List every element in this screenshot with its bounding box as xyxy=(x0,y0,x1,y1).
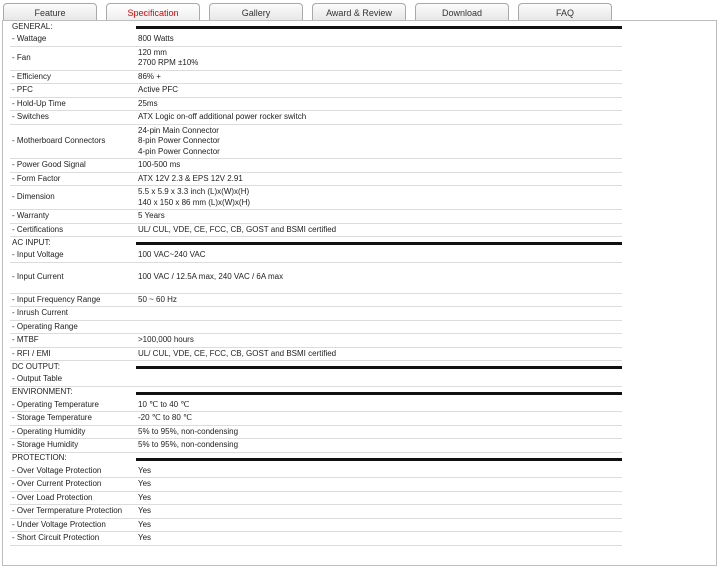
spec-value-line: >100,000 hours xyxy=(138,335,194,344)
spec-row xyxy=(10,399,622,412)
spec-label: - Operating Range xyxy=(10,320,136,334)
section-header xyxy=(10,452,622,465)
spec-label: - Fan xyxy=(10,46,136,70)
spec-row xyxy=(10,491,622,505)
spec-row xyxy=(10,159,622,173)
spec-value-line: 100 VAC~240 VAC xyxy=(138,250,206,259)
spec-row xyxy=(10,210,622,224)
spec-label: - Storage Temperature xyxy=(10,412,136,426)
spec-value xyxy=(136,186,622,210)
spec-label: - Input Frequency Range xyxy=(10,293,136,307)
spec-value-line: Active PFC xyxy=(138,85,179,94)
spec-value xyxy=(136,425,622,439)
tab-bar xyxy=(0,0,720,21)
spec-row xyxy=(10,33,622,46)
spec-row xyxy=(10,249,622,262)
spec-row xyxy=(10,518,622,532)
spec-value-line: UL/ CUL, VDE, CE, FCC, CB, GOST and BSMI certified xyxy=(138,348,337,358)
spec-label: - Under Voltage Protection xyxy=(10,518,136,532)
spec-value xyxy=(136,70,622,84)
spec-row xyxy=(10,347,622,361)
spec-label: - MTBF xyxy=(10,334,136,348)
tab-award-review[interactable]: Award & Review xyxy=(312,3,406,21)
spec-label: - Dimension xyxy=(10,186,136,210)
spec-value-line: Yes xyxy=(138,519,152,529)
spec-label: - Certifications xyxy=(10,223,136,237)
spec-value xyxy=(136,46,622,70)
spec-value xyxy=(136,210,622,224)
spec-row xyxy=(10,293,622,307)
spec-label: - Short Circuit Protection xyxy=(10,532,136,546)
spec-value xyxy=(136,159,622,173)
spec-row xyxy=(10,70,622,84)
spec-label: - Input Current xyxy=(10,262,136,293)
spec-row xyxy=(10,307,622,321)
spec-label: - Operating Temperature xyxy=(10,399,136,412)
spec-value-line: 10 ℃ to 40 ℃ xyxy=(138,399,190,409)
section-divider xyxy=(136,237,622,250)
spec-row xyxy=(10,124,622,159)
spec-row xyxy=(10,425,622,439)
spec-value xyxy=(136,293,622,307)
spec-row xyxy=(10,334,622,348)
spec-value xyxy=(136,111,622,125)
spec-label: - Over Load Protection xyxy=(10,491,136,505)
spec-value-line: Yes xyxy=(138,492,152,502)
spec-value xyxy=(136,505,622,519)
section-header xyxy=(10,21,622,33)
spec-row xyxy=(10,262,622,293)
spec-value-line: 5% to 95%, non-condensing xyxy=(138,440,239,449)
spec-value-line: 5.5 x 5.9 x 3.3 inch (L)x(W)x(H) xyxy=(138,187,250,196)
spec-value-line: Yes xyxy=(138,506,152,515)
spec-value xyxy=(136,249,622,262)
spec-value-line: 4-pin Power Connector xyxy=(138,146,220,156)
spec-row xyxy=(10,111,622,125)
spec-value-line: ATX 12V 2.3 & EPS 12V 2.91 xyxy=(138,173,243,183)
spec-row xyxy=(10,478,622,492)
spec-value-line: 800 Watts xyxy=(138,34,174,43)
spec-value-line: 120 mm xyxy=(138,47,167,57)
spec-label: - Storage Humidity xyxy=(10,439,136,453)
spec-label: - RFI / EMI xyxy=(10,347,136,361)
spec-value xyxy=(136,491,622,505)
spec-row xyxy=(10,373,622,386)
section-title: PROTECTION: xyxy=(12,453,67,463)
spec-row xyxy=(10,465,622,478)
section-divider xyxy=(136,452,622,465)
spec-value-line: -20 ℃ to 80 ℃ xyxy=(138,413,192,422)
spec-value xyxy=(136,373,622,386)
section-divider xyxy=(136,386,622,399)
spec-label: - Over Voltage Protection xyxy=(10,465,136,478)
spec-value xyxy=(136,84,622,98)
spec-label: - Output Table xyxy=(10,373,136,386)
spec-label: - Warranty xyxy=(10,210,136,224)
spec-label: - Power Good Signal xyxy=(10,159,136,173)
spec-value xyxy=(136,334,622,348)
spec-value-line: 86% + xyxy=(138,71,161,81)
spec-value-line: 2700 RPM ±10% xyxy=(138,58,199,67)
spec-value-line: Yes xyxy=(138,465,152,475)
spec-value xyxy=(136,307,622,321)
spec-table xyxy=(10,21,622,546)
spec-value-line: ATX Logic on-off additional power rocker switch xyxy=(138,112,307,121)
section-header xyxy=(10,237,622,250)
spec-value-line: 140 x 150 x 86 mm (L)x(W)x(H) xyxy=(138,197,251,207)
spec-label: - Hold-Up Time xyxy=(10,97,136,111)
spec-value-line: Yes xyxy=(138,479,152,488)
spec-row xyxy=(10,505,622,519)
spec-value xyxy=(136,465,622,478)
spec-value xyxy=(136,124,622,159)
spec-label: - Inrush Current xyxy=(10,307,136,321)
spec-value-line: 24-pin Main Connector xyxy=(138,125,219,135)
spec-label: - PFC xyxy=(10,84,136,98)
tab-gallery[interactable]: Gallery xyxy=(209,3,303,21)
spec-label: - Motherboard Connectors xyxy=(10,124,136,159)
spec-label: - Efficiency xyxy=(10,70,136,84)
spec-value xyxy=(136,262,622,293)
spec-value xyxy=(136,172,622,186)
spec-row xyxy=(10,172,622,186)
section-title: DC OUTPUT: xyxy=(12,361,60,371)
spec-value xyxy=(136,33,622,46)
spec-row xyxy=(10,412,622,426)
spec-row xyxy=(10,97,622,111)
spec-row xyxy=(10,439,622,453)
spec-label: - Form Factor xyxy=(10,172,136,186)
spec-row xyxy=(10,46,622,70)
tab-specification[interactable]: Specification xyxy=(106,3,200,21)
spec-label: - Input Voltage xyxy=(10,249,136,262)
section-title: ENVIRONMENT: xyxy=(12,387,73,397)
section-divider xyxy=(136,361,622,374)
spec-row xyxy=(10,84,622,98)
tab-feature[interactable]: Feature xyxy=(3,3,97,21)
spec-value xyxy=(136,399,622,412)
spec-value xyxy=(136,478,622,492)
section-title: GENERAL: xyxy=(12,21,53,31)
spec-row xyxy=(10,532,622,546)
spec-row xyxy=(10,320,622,334)
tab-faq[interactable]: FAQ xyxy=(518,3,612,21)
spec-value-line: 5% to 95%, non-condensing xyxy=(138,426,239,436)
spec-value-line: 100 VAC / 12.5A max, 240 VAC / 6A max xyxy=(138,272,284,282)
spec-label: - Over Current Protection xyxy=(10,478,136,492)
spec-value xyxy=(136,320,622,334)
spec-value xyxy=(136,223,622,237)
section-divider xyxy=(136,21,622,33)
spec-value xyxy=(136,532,622,546)
spec-label: - Over Termperature Protection xyxy=(10,505,136,519)
section-header xyxy=(10,386,622,399)
spec-value xyxy=(136,347,622,361)
spec-value-line: Yes xyxy=(138,533,152,542)
spec-value-line: 50 ~ 60 Hz xyxy=(138,294,177,304)
tab-download[interactable]: Download xyxy=(415,3,509,21)
spec-value-line: 100-500 ms xyxy=(138,160,181,169)
spec-value-line: 25ms xyxy=(138,98,158,108)
spec-label: - Switches xyxy=(10,111,136,125)
section-header xyxy=(10,361,622,374)
spec-row xyxy=(10,223,622,237)
spec-label: - Operating Humidity xyxy=(10,425,136,439)
spec-label: - Wattage xyxy=(10,33,136,46)
spec-value-line: 5 Years xyxy=(138,211,165,220)
spec-row xyxy=(10,186,622,210)
spec-value xyxy=(136,97,622,111)
spec-value xyxy=(136,412,622,426)
spec-value xyxy=(136,518,622,532)
spec-value-line: 8-pin Power Connector xyxy=(138,136,220,145)
section-title: AC INPUT: xyxy=(12,237,51,247)
spec-value-line: UL/ CUL, VDE, CE, FCC, CB, GOST and BSMI certified xyxy=(138,224,337,234)
spec-value xyxy=(136,439,622,453)
